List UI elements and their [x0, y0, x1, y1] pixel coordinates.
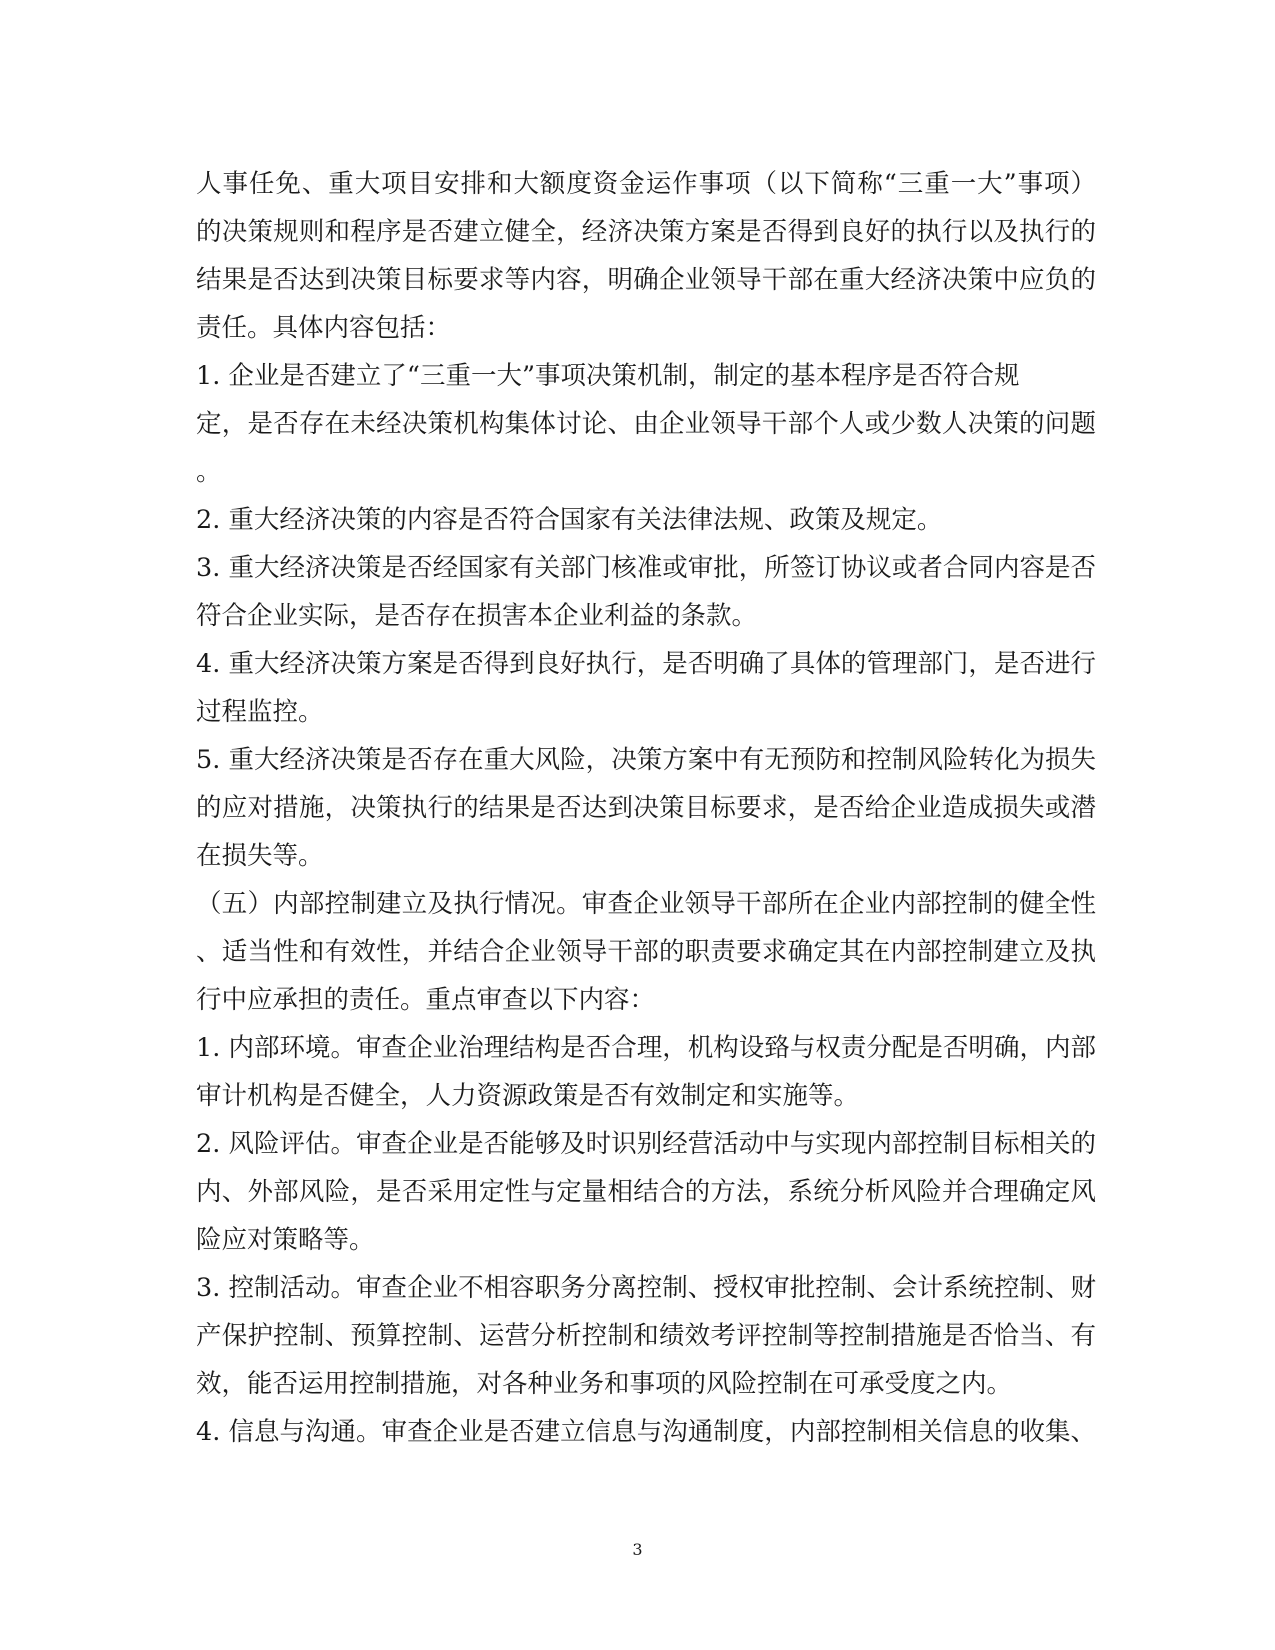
- text-line: 2. 重大经济决策的内容是否符合国家有关法律法规、政策及规定。: [196, 505, 943, 535]
- text-line: 4. 重大经济决策方案是否得到良好执行，是否明确了具体的管理部门，是否进行: [196, 649, 1096, 679]
- text-line: 1. 内部环境。审查企业治理结构是否合理，机构设臵与权责分配是否明确，内部: [196, 1033, 1096, 1063]
- text-line: 3. 重大经济决策是否经国家有关部门核准或审批，所签订协议或者合同内容是否: [196, 553, 1096, 583]
- text-line: 产保护控制、预算控制、运营分析控制和绩效考评控制等控制措施是否恰当、有: [196, 1321, 1096, 1351]
- text-line: 结果是否达到决策目标要求等内容，明确企业领导干部在重大经济决策中应负的: [196, 265, 1096, 295]
- text-line: 过程监控。: [196, 697, 324, 727]
- text-line: 1. 企业是否建立了“三重一大”事项决策机制，制定的基本程序是否符合规: [196, 361, 1020, 391]
- text-line: 行中应承担的责任。重点审查以下内容：: [196, 985, 656, 1015]
- text-line: 险应对策略等。: [196, 1225, 375, 1255]
- text-line: 在损失等。: [196, 841, 324, 871]
- document-body: [196, 160, 1096, 1456]
- text-line: 人事任免、重大项目安排和大额度资金运作事项（以下简称“三重一大”事项）: [196, 169, 1096, 199]
- text-line: 2. 风险评估。审查企业是否能够及时识别经营活动中与实现内部控制目标相关的: [196, 1129, 1096, 1159]
- text-line: 。: [196, 457, 222, 487]
- text-line: 效，能否运用控制措施，对各种业务和事项的风险控制在可承受度之内。: [196, 1369, 1013, 1399]
- text-line: 、适当性和有效性，并结合企业领导干部的职责要求确定其在内部控制建立及执: [196, 937, 1096, 967]
- page-number: 3: [632, 1540, 643, 1559]
- text-line: 符合企业实际，是否存在损害本企业利益的条款。: [196, 601, 758, 631]
- text-line: 责任。具体内容包括：: [196, 313, 452, 343]
- text-line: （五）内部控制建立及执行情况。审查企业领导干部所在企业内部控制的健全性: [196, 889, 1096, 919]
- text-line: 的决策规则和程序是否建立健全，经济决策方案是否得到良好的执行以及执行的: [196, 217, 1096, 247]
- text-line: 审计机构是否健全，人力资源政策是否有效制定和实施等。: [196, 1081, 860, 1111]
- text-line: 定，是否存在未经决策机构集体讨论、由企业领导干部个人或少数人决策的问题: [196, 409, 1096, 439]
- text-line: 4. 信息与沟通。审查企业是否建立信息与沟通制度，内部控制相关信息的收集、: [196, 1417, 1096, 1447]
- text-line: 内、外部风险，是否采用定性与定量相结合的方法，系统分析风险并合理确定风: [196, 1177, 1096, 1207]
- text-line: 3. 控制活动。审查企业不相容职务分离控制、授权审批控制、会计系统控制、财: [196, 1273, 1096, 1303]
- text-line: 5. 重大经济决策是否存在重大风险，决策方案中有无预防和控制风险转化为损失: [196, 745, 1096, 775]
- text-line: 的应对措施，决策执行的结果是否达到决策目标要求，是否给企业造成损失或潜: [196, 793, 1096, 823]
